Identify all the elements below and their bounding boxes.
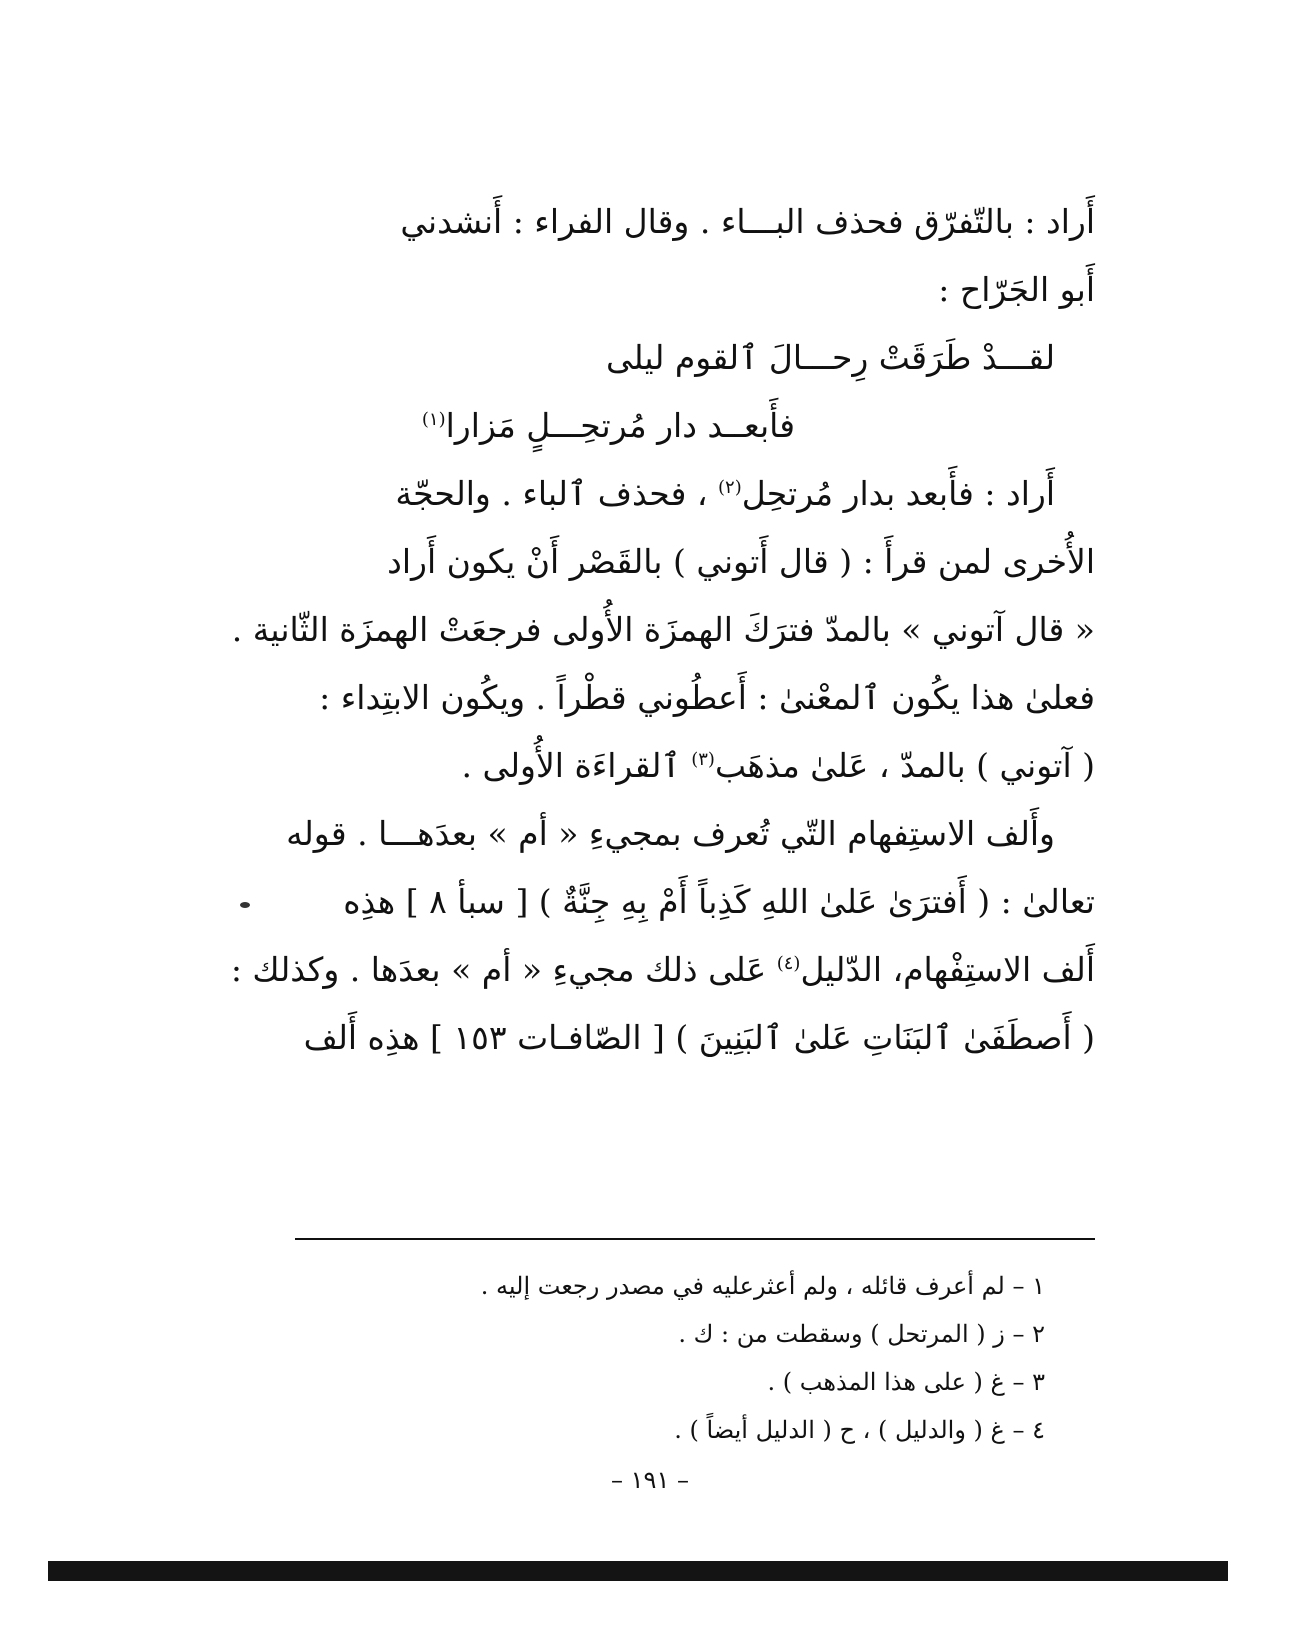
footnote-separator — [295, 1238, 1095, 1240]
verse-line-1: لقـــدْ طَرَقَتْ رِحـــالَ ٱلقوم ليلى — [605, 338, 1055, 377]
para2-line-4: فعلىٰ هذا يكُون ٱلمعْنىٰ : أَعطُوني قطْراً . ويكُون الابتِداء : — [319, 678, 1095, 717]
main-text — [230, 188, 1095, 1072]
para3-line-3-part-a: أَلف الاستِفْهام، الدّليل — [800, 950, 1095, 989]
page-number: – ١٩١ – — [611, 1466, 689, 1494]
scan-bottom-bar — [48, 1561, 1228, 1581]
footnotes — [285, 1262, 1045, 1454]
para2-line-5-part-b: ٱلقراءَة الأُولى . — [461, 746, 692, 785]
para3-line-1: وأَلف الاستِفهام التّي تُعرف بمجيءِ « أم » بعدَهـــا . قوله — [286, 814, 1055, 853]
para3-line-2: تعالىٰ : ( أَفترَىٰ عَلىٰ اللهِ كَذِباً أَمْ بِهِ جِنَّةٌ ) [ سبأ ٨ ] هذِه — [343, 882, 1095, 921]
para2-line-3: « قال آتوني » بالمدّ فترَكَ الهمزَة الأُولى فرجعَتْ الهمزَة الثّانية . — [231, 610, 1095, 649]
footnote-ref-4: (٤) — [776, 953, 801, 974]
para3-line-3-part-b: عَلى ذلك مجيءِ « أم » بعدَها . وكذلك : — [230, 950, 777, 989]
verse-line-2-text: فأَبعــد دار مُرتحِـــلٍ مَزارا — [445, 406, 795, 445]
para3-line-3 — [230, 936, 1095, 1004]
para3-line-4: ( أَصطَفَىٰ ٱلبَنَاتِ عَلىٰ ٱلبَنِينَ ) [ الصّافـات ١٥٣ ] هذِه أَلف — [303, 1018, 1095, 1057]
para2-line-2: الأُخرى لمن قرأَ : ( قال أَتوني ) بالقَصْر أَنْ يكون أَراد — [387, 542, 1095, 581]
para2-line-1-part-b: ، فحذف ٱلباء . والحجّة — [395, 474, 718, 513]
footnote-1: ١ – لم أعرف قائله ، ولم أعثرعليه في مصدر رجعت إليه . — [480, 1272, 1045, 1300]
verse-line-2 — [315, 392, 1095, 460]
para2-line-5 — [315, 732, 1095, 800]
para1-line-2: أَبو الجَرّاح : — [938, 270, 1095, 309]
para1-line-1: أَراد : بالتّفرّق فحذف البـــاء . وقال الفراء : أَنشدني — [400, 202, 1095, 241]
footnote-2: ٢ – ز ( المرتحل ) وسقطت من : ك . — [678, 1320, 1045, 1348]
scan-speck — [240, 902, 250, 908]
para2-line-1 — [315, 460, 1095, 528]
para2-line-5-part-a: ( آتوني ) بالمدّ ، عَلىٰ مذهَب — [714, 746, 1095, 785]
footnote-3: ٣ – غ ( على هذا المذهب ) . — [767, 1368, 1045, 1396]
para2-line-1-part-a: أَراد : فأَبعد بدار مُرتحِل — [741, 474, 1055, 513]
footnote-4: ٤ – غ ( والدليل ) ، ح ( الدليل أيضاً ) . — [674, 1416, 1045, 1444]
footnote-ref-2: (٢) — [717, 477, 742, 498]
footnote-ref-3: (٣) — [691, 749, 715, 770]
footnote-ref-1: (١) — [421, 409, 446, 430]
